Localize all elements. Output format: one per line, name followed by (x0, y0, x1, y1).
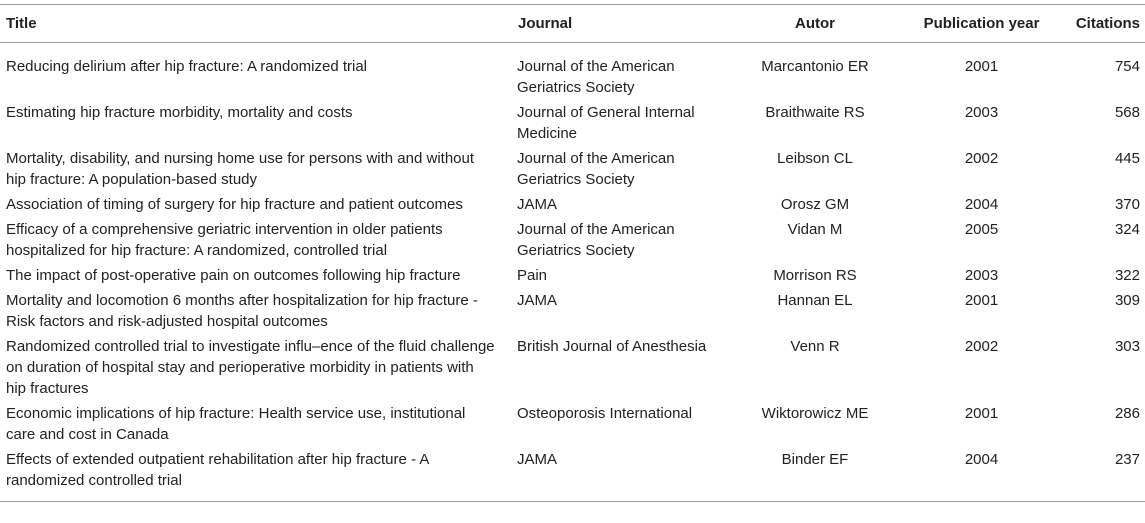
cell-title: Estimating hip fracture morbidity, mortality and costs (6, 104, 353, 121)
cell-year: 2001 (964, 292, 999, 309)
cell-year: 2004 (964, 451, 999, 468)
cell-journal: British Journal of Anesthesia (517, 338, 707, 355)
cell-citations: 322 (1114, 267, 1140, 284)
cell-citations: 445 (1114, 150, 1140, 167)
cell-citations: 237 (1114, 451, 1140, 468)
cell-journal: Journal of General Internal Medicine (517, 104, 695, 142)
cell-journal: Journal of the American Geriatrics Society (517, 58, 675, 96)
cell-autor: Braithwaite RS (765, 104, 865, 121)
table-header (0, 5, 1145, 43)
header-title: Title (6, 15, 37, 32)
cell-citations: 754 (1114, 58, 1140, 75)
cell-autor: Binder EF (781, 451, 849, 468)
cell-year: 2004 (964, 196, 999, 213)
cell-title: Effects of extended outpatient rehabilitation after hip fracture - A randomized controlled trial (6, 451, 429, 489)
cell-journal: JAMA (517, 451, 558, 468)
cell-journal: JAMA (517, 292, 558, 309)
table-row (0, 263, 1145, 288)
cell-citations: 286 (1114, 405, 1140, 422)
cell-year: 2001 (964, 58, 999, 75)
header-publication-year: Publication year (923, 15, 1040, 32)
header-row (0, 5, 1145, 43)
cell-title: Randomized controlled trial to investigate influ–ence of the fluid challenge on duration of hospital stay and perioperative morbidity in patients with hip fractures (6, 338, 495, 397)
cell-citations: 370 (1114, 196, 1140, 213)
table-row (0, 447, 1145, 502)
header-citations: Citations (1075, 15, 1140, 32)
cell-autor: Leibson CL (777, 150, 853, 167)
table-row (0, 192, 1145, 217)
cell-title: Association of timing of surgery for hip fracture and patient outcomes (6, 196, 463, 213)
table-row (0, 334, 1145, 401)
cell-title: The impact of post-operative pain on outcomes following hip fracture (6, 267, 461, 284)
table-row (0, 100, 1145, 146)
cell-title: Mortality and locomotion 6 months after hospitalization for hip fracture - Risk factors and risk-adjusted hospital outcomes (6, 292, 478, 330)
cell-year: 2002 (964, 150, 999, 167)
table-row (0, 43, 1145, 101)
cell-autor: Orosz GM (780, 196, 850, 213)
cell-citations: 568 (1114, 104, 1140, 121)
cell-year: 2002 (964, 338, 999, 355)
cell-autor: Marcantonio ER (761, 58, 869, 75)
citations-table (0, 4, 1145, 502)
cell-journal: Journal of the American Geriatrics Society (517, 221, 675, 259)
cell-title: Efficacy of a comprehensive geriatric intervention in older patients hospitalized for hip fracture: A randomized, controlled trial (6, 221, 443, 259)
cell-autor: Vidan M (787, 221, 843, 238)
cell-year: 2003 (964, 104, 999, 121)
table-body (0, 43, 1145, 502)
cell-autor: Wiktorowicz ME (761, 405, 869, 422)
cell-citations: 303 (1114, 338, 1140, 355)
cell-year: 2001 (964, 405, 999, 422)
cell-year: 2005 (964, 221, 999, 238)
table-row (0, 401, 1145, 447)
header-journal: Journal (518, 15, 573, 32)
cell-autor: Venn R (790, 338, 840, 355)
cell-title: Mortality, disability, and nursing home use for persons with and without hip fracture: A population-based study (6, 150, 475, 188)
cell-journal: JAMA (517, 196, 558, 213)
cell-title: Economic implications of hip fracture: Health service use, institutional care and cost in Canada (6, 405, 466, 443)
cell-journal: Pain (517, 267, 548, 284)
header-autor: Autor (795, 15, 835, 32)
cell-citations: 324 (1114, 221, 1140, 238)
table-row (0, 146, 1145, 192)
cell-journal: Osteoporosis International (517, 405, 693, 422)
cell-autor: Morrison RS (773, 267, 857, 284)
cell-journal: Journal of the American Geriatrics Society (517, 150, 675, 188)
cell-title: Reducing delirium after hip fracture: A randomized trial (6, 58, 368, 75)
cell-citations: 309 (1114, 292, 1140, 309)
cell-year: 2003 (964, 267, 999, 284)
table-row (0, 217, 1145, 263)
table-row (0, 288, 1145, 334)
cell-autor: Hannan EL (777, 292, 853, 309)
